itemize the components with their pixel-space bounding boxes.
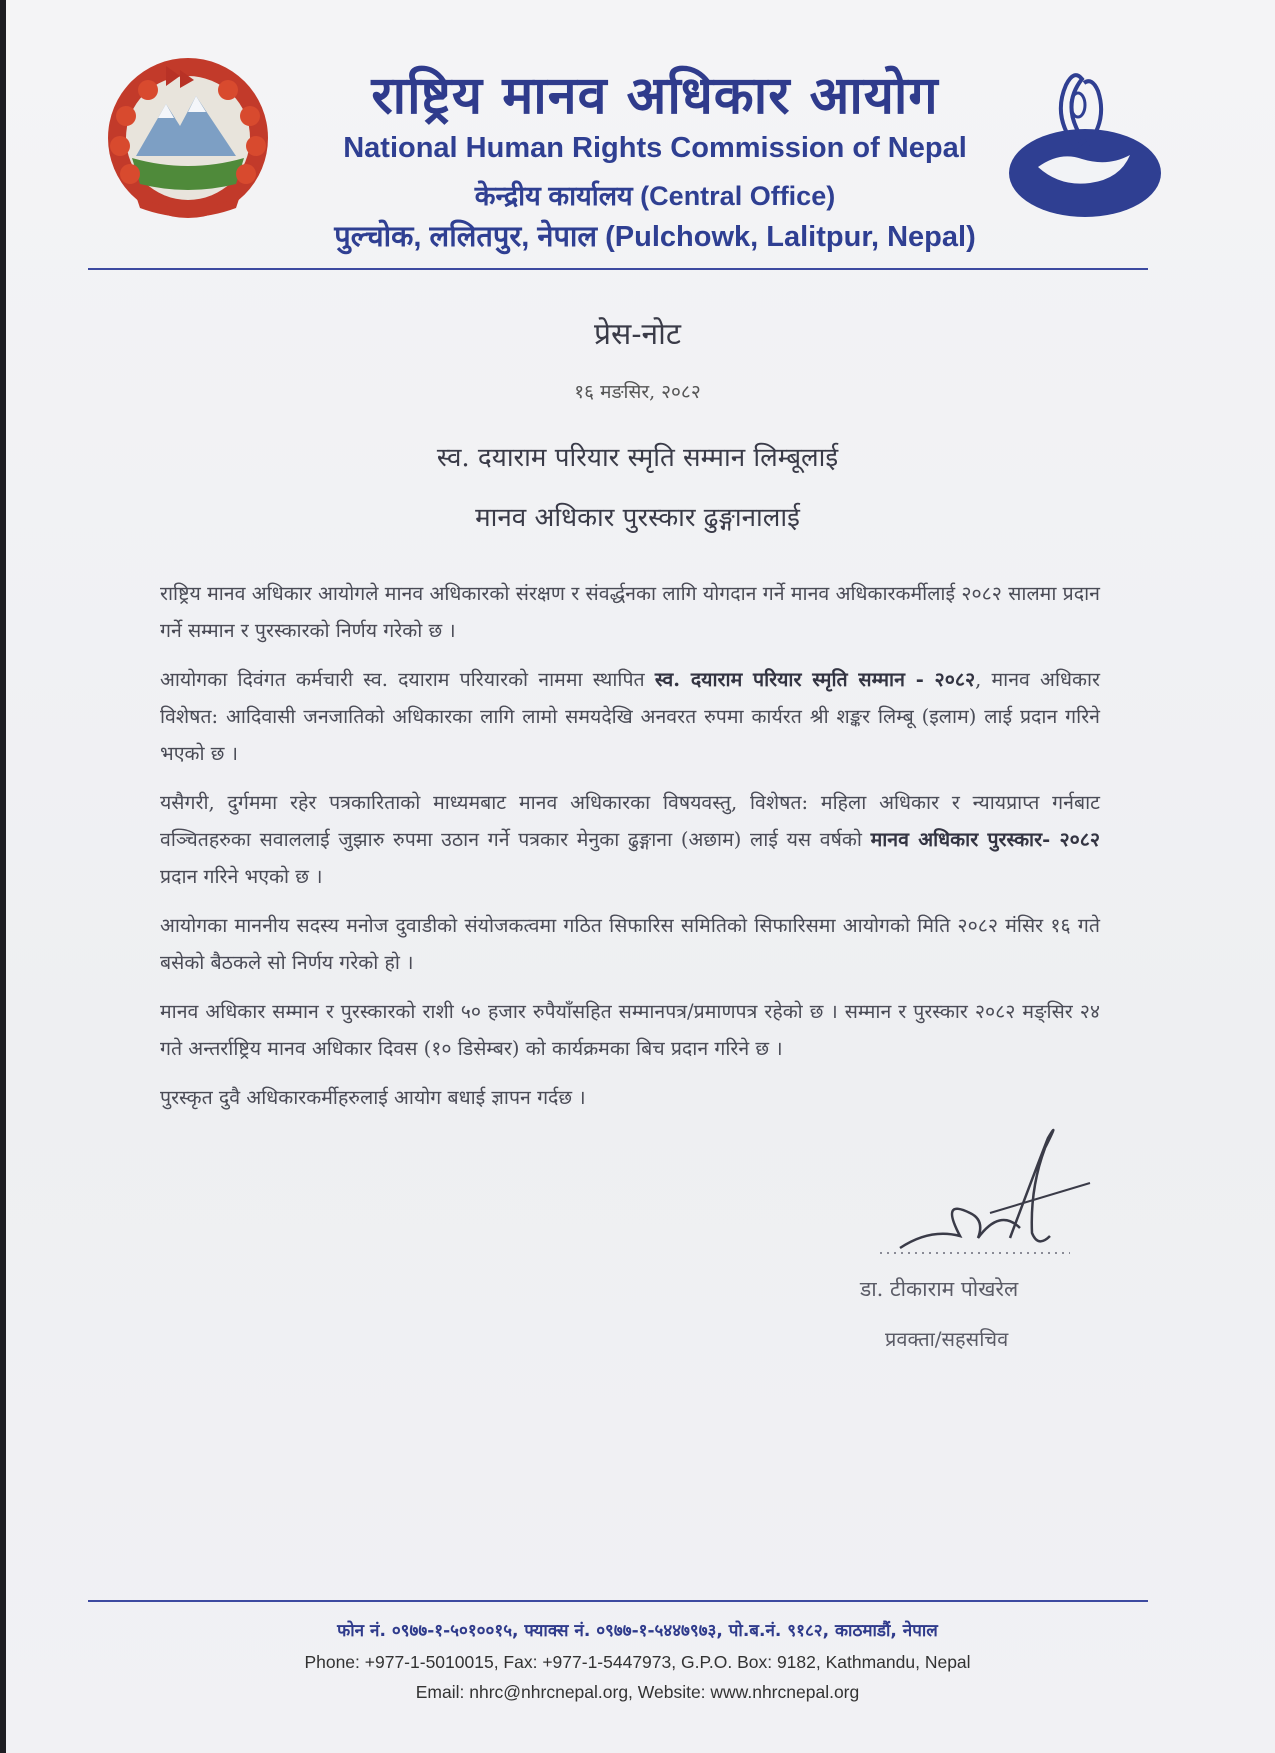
scan-edge [0, 0, 6, 1753]
paragraph-3-text-c: प्रदान गरिने भएको छ । [160, 865, 323, 888]
press-note-body [160, 575, 1100, 1128]
signature-mark [870, 1118, 1100, 1263]
org-name-nepali: राष्ट्रिय मानव अधिकार आयोग [371, 66, 939, 126]
footer-contact-nepali: फोन नं. ०९७७-१-५०१००१५, फ्याक्स नं. ०९७७-१-५४४७९७३, पो.ब.नं. ९१८२, काठमाडौं, नेपाल [337, 1621, 938, 1641]
signatory-title: प्रवक्ता/सहसचिव [885, 1327, 1009, 1351]
paragraph-2-text-a: आयोगका दिवंगत कर्मचारी स्व. दयाराम परियारको नाममा स्थापित [160, 668, 655, 691]
office-address: पुल्चोक, ललितपुर, नेपाल (Pulchowk, Lalitpur, Nepal) [334, 221, 976, 253]
headline-line-1: स्व. दयाराम परियार स्मृति सम्मान लिम्बूलाई [436, 443, 839, 473]
paragraph-4: आयोगका माननीय सदस्य मनोज दुवाडीको संयोजकत्वमा गठित सिफारिस समितिको सिफारिसमा आयोगको मिति २०८२ मंसिर १६ गते बसेको बैठकले सो निर्णय गरेको हो । [160, 914, 1100, 974]
prize-name-bold: मानव अधिकार पुरस्कार- २०८२ [870, 828, 1101, 851]
nepal-emblem-icon [96, 46, 280, 226]
paragraph-6: पुरस्कृत दुवै अधिकारकर्मीहरुलाई आयोग बधाई ज्ञापन गर्दछ । [160, 1086, 586, 1109]
document-date: १६ मङसिर, २०८२ [574, 381, 701, 403]
paragraph-3 [160, 784, 1100, 895]
footer-rule [88, 1600, 1148, 1602]
signatory-name: डा. टीकाराम पोखरेल [860, 1277, 1019, 1301]
paragraph-2-text-c: , मानव अधिकार विशेषत: आदिवासी जनजातिको अधिकारका लागि लामो समयदेखि अनवरत रुपमा कार्यरत श्री शङ्कर लिम्बू (इलाम) लाई प्रदान गरिने भएको छ । [160, 668, 1100, 765]
document-title: प्रेस-नोट [593, 317, 682, 352]
footer-contact-english: Phone: +977-1-5010015, Fax: +977-1-5447973, G.P.O. Box: 9182, Kathmandu, Nepal [304, 1652, 971, 1672]
footer-email-website: Email: nhrc@nhrcnepal.org, Website: www.nhrcnepal.org [415, 1682, 860, 1702]
paragraph-2 [160, 661, 1100, 772]
paragraph-5: मानव अधिकार सम्मान र पुरस्कारको राशी ५० हजार रुपैयाँसहित सम्मानपत्र/प्रमाणपत्र रहेको छ । सम्मान र पुरस्कार २०८२ मङ्सिर २४ गते अन्तर्राष्ट्रिय मानव अधिकार दिवस (१० डिसेम्बर) को कार्यक्रमका बिच प्रदान गरिने छ । [160, 1000, 1100, 1060]
nhrc-logo-icon [990, 55, 1165, 225]
paragraph-1: राष्ट्रिय मानव अधिकार आयोगले मानव अधिकारको संरक्षण र संवर्द्धनका लागि योगदान गर्ने मानव अधिकारकर्मीलाई २०८२ सालमा प्रदान गर्ने सम्मान र पुरस्कारको निर्णय गरेको छ । [160, 582, 1100, 642]
org-name-english: National Human Rights Commission of Nepal [343, 132, 967, 164]
office-name: केन्द्रीय कार्यालय (Central Office) [474, 181, 836, 211]
award-name-bold: स्व. दयाराम परियार स्मृति सम्मान - २०८२ [654, 668, 976, 691]
headline-line-2: मानव अधिकार पुरस्कार ढुङ्गानालाई [475, 503, 800, 533]
paragraph-3-text-a: यसैगरी, दुर्गममा रहेर पत्रकारिताको माध्यमबाट मानव अधिकारका विषयवस्तु, विशेषत: महिला अधिकार र न्यायप्राप्त गर्नबाट वञ्चितहरुका सवाललाई जुझारु रुपमा उठान गर्ने पत्रकार मेनुका ढुङ्गाना (अछाम) लाई यस वर्षको [160, 791, 1100, 851]
header-rule [88, 268, 1148, 270]
